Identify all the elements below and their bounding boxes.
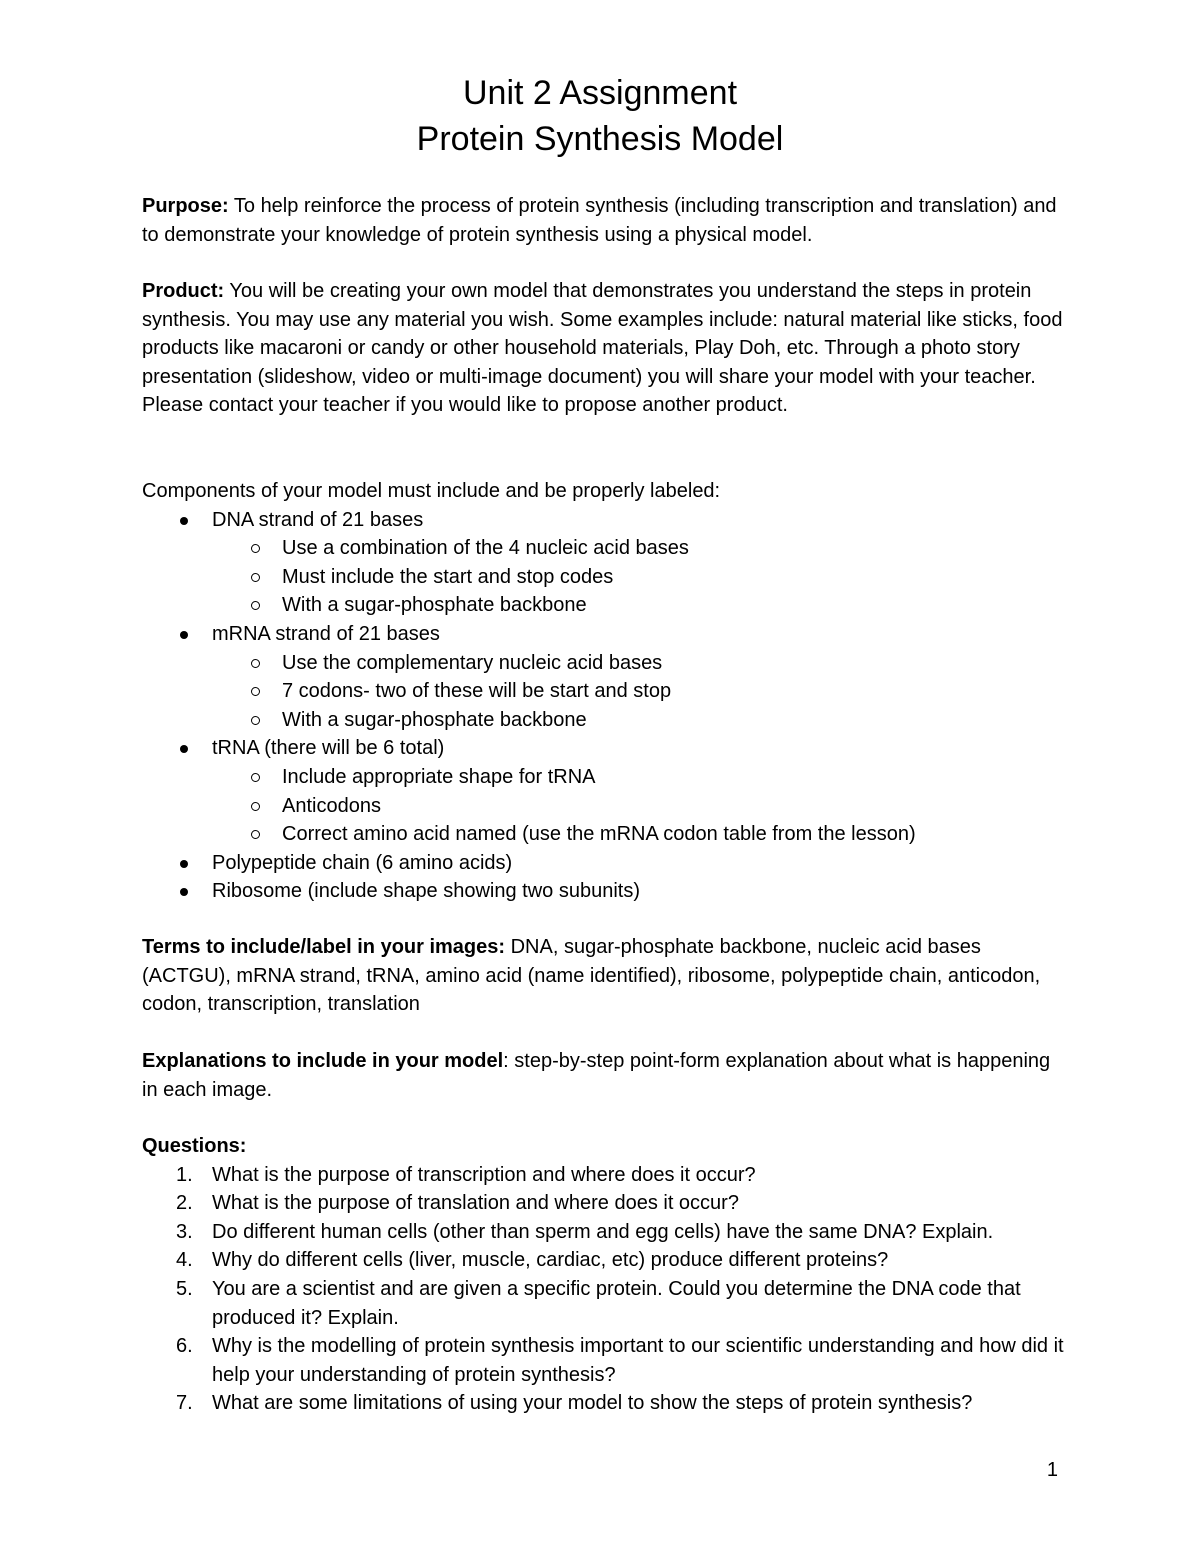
sub-list-item: Correct amino acid named (use the mRNA codon table from the lesson) [142,820,1067,849]
question-item: 5. You are a scientist and are given a specific protein. Could you determine the DNA code that produced it? Explain. [176,1277,1021,1329]
bullet-icon [180,860,188,868]
question-item: 3. Do different human cells (other than sperm and egg cells) have the same DNA? Explain. [176,1220,994,1243]
explanations-text: : step-by-step point-form explanation about what is happening in each image. [142,1050,1051,1101]
purpose-label: Purpose: [142,195,229,217]
question-item: 2. What is the purpose of translation and where does it occur? [176,1192,739,1215]
question-item: 4. Why do different cells (liver, muscle, cardiac, etc) produce different proteins? [176,1249,889,1272]
sub-list-item: With a sugar-phosphate backbone [142,706,1067,735]
hollow-bullet-icon [251,773,260,782]
purpose-paragraph [142,192,1067,249]
hollow-bullet-icon [251,601,260,610]
bullet-icon [180,631,188,639]
list-item: DNA strand of 21 bases [142,506,1067,535]
components-section [142,477,1067,906]
list-item: mRNA strand of 21 bases [142,620,1067,649]
hollow-bullet-icon [251,659,260,668]
page-number: 1 [1046,1459,1058,1481]
questions-heading: Questions: [142,1135,247,1157]
product-label: Product: [142,280,225,302]
sub-list-item: Anticodons [142,792,1067,821]
hollow-bullet-icon [251,716,260,725]
terms-label: Terms to include/label in your images: [142,936,506,958]
terms-text: DNA, sugar-phosphate backbone, nucleic acid bases (ACTGU), mRNA strand, tRNA, amino acid (name identified), ribosome, polypeptide chain, anticodon, codon, transcription, translation [142,936,1041,1016]
question-item: 1. What is the purpose of transcription and where does it occur? [176,1163,756,1186]
hollow-bullet-icon [251,573,260,582]
explanations-paragraph [142,1047,1067,1104]
bullet-icon [180,888,188,896]
list-item: tRNA (there will be 6 total) [142,734,1067,763]
hollow-bullet-icon [251,544,260,553]
terms-paragraph [142,933,1067,1019]
questions-section [142,1132,1067,1418]
product-paragraph [142,277,1067,420]
question-item: 6. Why is the modelling of protein synthesis important to our scientific understanding and how did it help your understanding of protein synthesis? [176,1335,1064,1386]
hollow-bullet-icon [251,802,260,811]
list-item: Ribosome (include shape showing two subunits) [142,877,1067,906]
sub-list-item: 7 codons- two of these will be start and stop [142,677,1067,706]
components-intro: Components of your model must include and be properly labeled: [142,480,721,502]
product-text: You will be creating your own model that demonstrates you understand the steps in protein synthesis. You may use any material you wish. Some examples include: natural material like sticks, food products like macaroni or candy or other household materials, Play Doh, etc. Through a photo story presentation (slideshow, video or multi-image document) you will share your model with your teacher. Please contact your teacher if you would like to propose another product. [142,280,1063,417]
list-item: Polypeptide chain (6 amino acids) [142,849,1067,878]
bullet-icon [180,745,188,753]
explanations-label: Explanations to include in your model [142,1050,504,1072]
purpose-text: To help reinforce the process of protein synthesis (including transcription and translation) and to demonstrate your knowledge of protein synthesis using a physical model. [142,195,1057,246]
components-list [142,506,1067,906]
sub-list-item: Include appropriate shape for tRNA [142,763,1067,792]
questions-list [142,1161,1067,1418]
sub-list-item: Use a combination of the 4 nucleic acid bases [142,534,1067,563]
sub-list-item: Must include the start and stop codes [142,563,1067,592]
hollow-bullet-icon [251,830,260,839]
title-line-2: Protein Synthesis Model [416,120,784,158]
hollow-bullet-icon [251,687,260,696]
title-line-1: Unit 2 Assignment [462,74,738,112]
bullet-icon [180,517,188,525]
sub-list-item: With a sugar-phosphate backbone [142,591,1067,620]
sub-list-item: Use the complementary nucleic acid bases [142,649,1067,678]
question-item: 7. What are some limitations of using your model to show the steps of protein synthesis? [176,1392,973,1415]
